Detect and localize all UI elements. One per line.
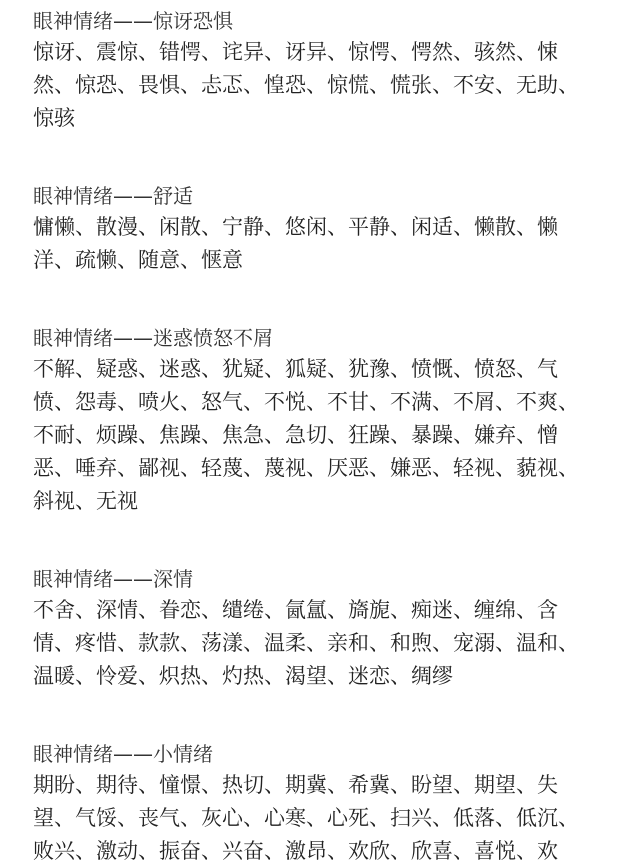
section-small-moods (33, 739, 633, 868)
word-line: 不舍、深情、眷恋、缱绻、氤氲、旖旎、痴迷、缠绵、含 (33, 598, 558, 622)
section-heading: 眼神情绪——惊讶恐惧 (33, 9, 233, 33)
article-body (33, 6, 633, 868)
word-line: 慵懒、散漫、闲散、宁静、悠闲、平静、闲适、懒散、懒 (33, 215, 558, 239)
section-spacer (33, 277, 633, 323)
word-line: 不解、疑惑、迷惑、犹疑、狐疑、犹豫、愤慨、愤怒、气 (33, 357, 558, 381)
word-line: 然、惊恐、畏惧、忐忑、惶恐、惊慌、慌张、不安、无助、 (33, 73, 579, 97)
section-spacer (33, 135, 633, 181)
word-line: 望、气馁、丧气、灰心、心寒、心死、扫兴、低落、低沉、 (33, 806, 579, 830)
word-line: 惊骇 (33, 106, 75, 130)
section-heading: 眼神情绪——迷惑愤怒不屑 (33, 326, 273, 350)
word-line: 恶、唾弃、鄙视、轻蔑、蔑视、厌恶、嫌恶、轻视、藐视、 (33, 456, 579, 480)
section-spacer (33, 693, 633, 739)
word-line: 惊讶、震惊、错愕、诧异、讶异、惊愕、愕然、骇然、悚 (33, 40, 558, 64)
section-comfort (33, 181, 633, 277)
section-heading: 眼神情绪——深情 (33, 567, 193, 591)
word-line: 败兴、激动、振奋、兴奋、激昂、欢欣、欣喜、喜悦、欢 (33, 839, 558, 863)
word-line: 情、疼惜、款款、荡漾、温柔、亲和、和煦、宠溺、温和、 (33, 631, 579, 655)
section-confusion-anger-disdain (33, 323, 633, 518)
section-spacer (33, 518, 633, 564)
section-surprise-fear (33, 6, 633, 135)
section-affection (33, 564, 633, 693)
word-line: 愤、怨毒、喷火、怒气、不悦、不甘、不满、不屑、不爽、 (33, 390, 579, 414)
word-line: 不耐、烦躁、焦躁、焦急、急切、狂躁、暴躁、嫌弃、憎 (33, 423, 558, 447)
word-line: 斜视、无视 (33, 489, 138, 513)
section-heading: 眼神情绪——小情绪 (33, 742, 213, 766)
word-line: 期盼、期待、憧憬、热切、期冀、希冀、盼望、期望、失 (33, 773, 558, 797)
section-heading: 眼神情绪——舒适 (33, 184, 193, 208)
word-line: 温暖、怜爱、炽热、灼热、渴望、迷恋、绸缪 (33, 664, 453, 688)
word-line: 洋、疏懒、随意、惬意 (33, 248, 243, 272)
